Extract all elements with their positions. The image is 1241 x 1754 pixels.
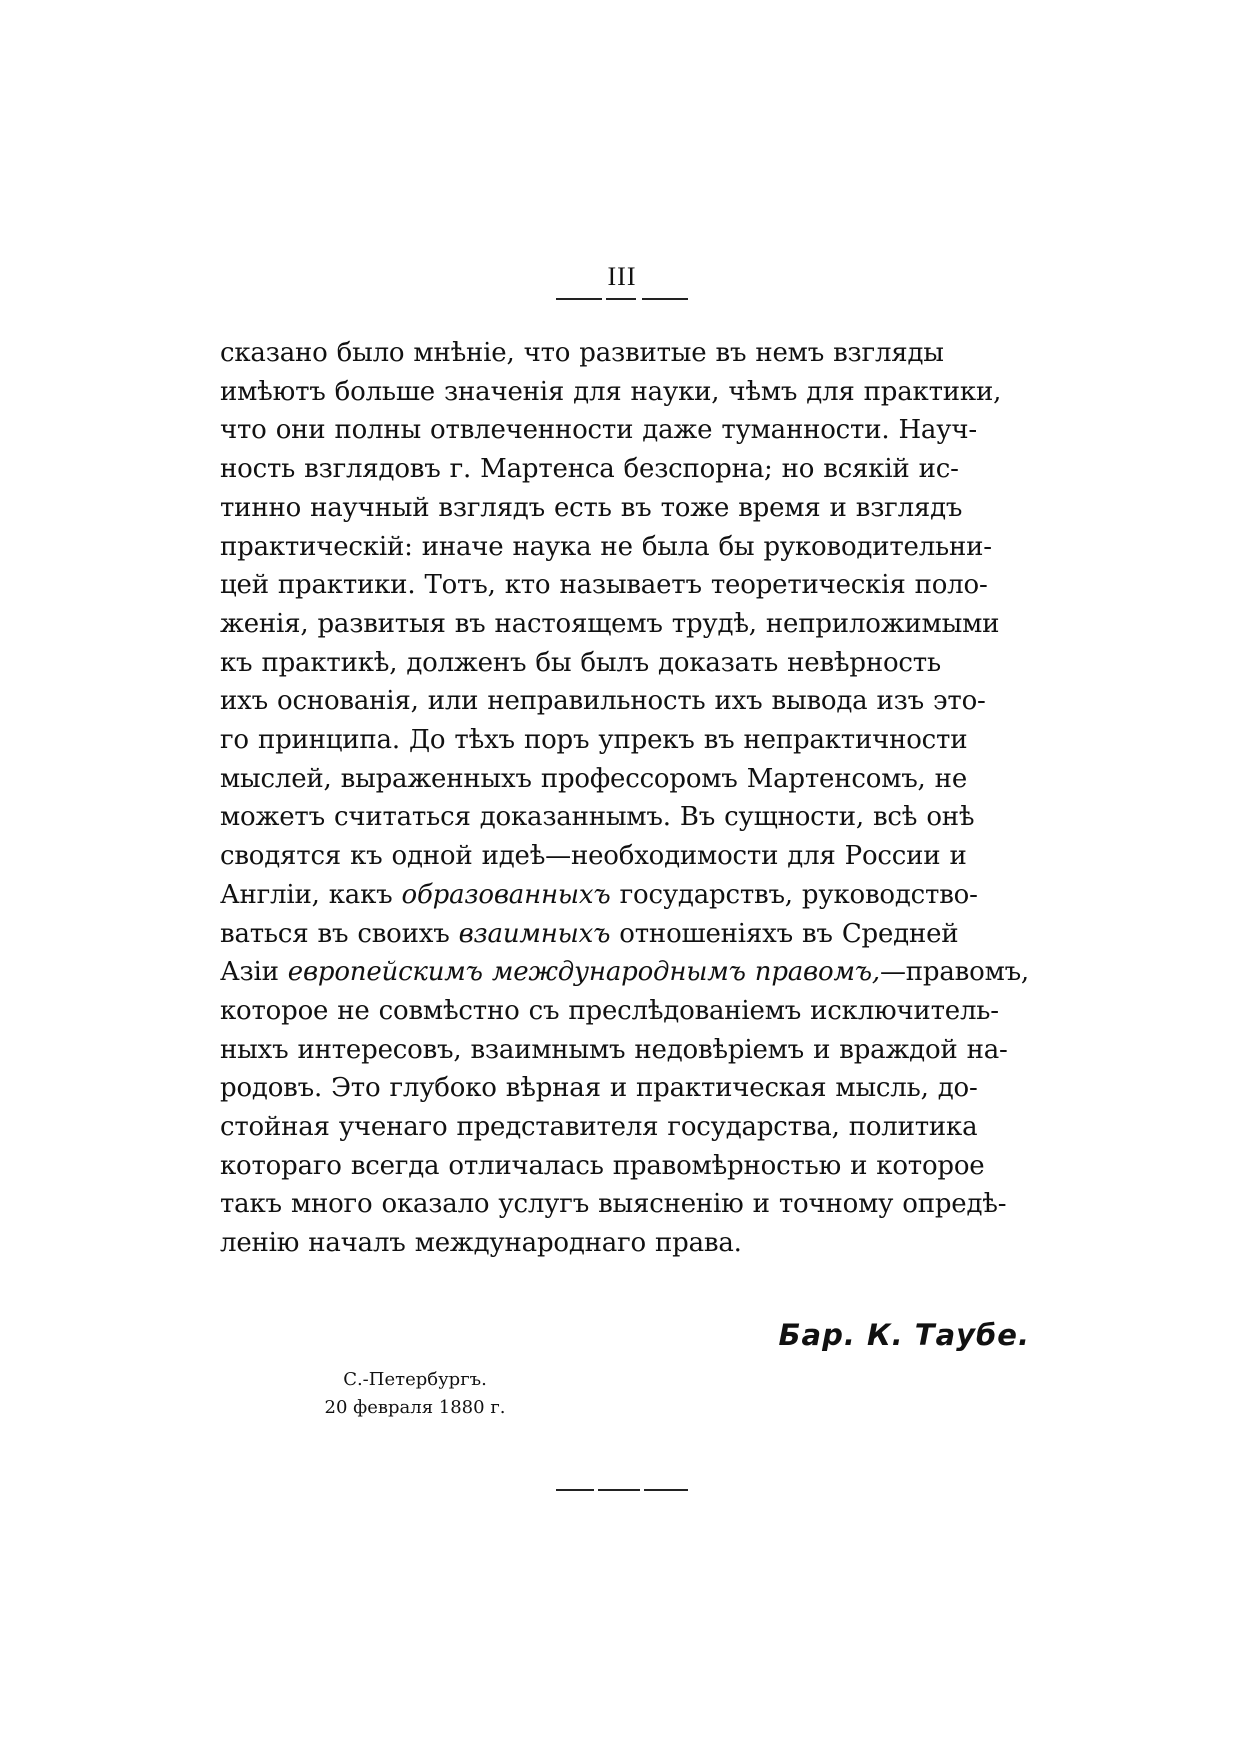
italic-phrase: образованныхъ bbox=[401, 879, 611, 910]
body-line: къ практикѣ, долженъ бы былъ доказать невѣрность bbox=[220, 647, 941, 678]
body-paragraph bbox=[220, 334, 1030, 1263]
closing-rule-segment bbox=[556, 1489, 594, 1491]
page-header bbox=[556, 264, 688, 304]
closing-rule-segment bbox=[644, 1489, 688, 1491]
body-line: которое не совмѣстно съ преслѣдованіемъ исключитель- bbox=[220, 995, 999, 1026]
body-line: ленію началъ международнаго права. bbox=[220, 1228, 742, 1259]
body-line: можетъ считаться доказаннымъ. Въ сущности, всѣ онѣ bbox=[220, 802, 975, 833]
body-line: что они полны отвлеченности даже туманности. Науч- bbox=[220, 415, 977, 446]
body-line: ныхъ интересовъ, взаимнымъ недовѣріемъ и враждой на- bbox=[220, 1034, 1008, 1065]
date-line: 20 февраля 1880 г. bbox=[324, 1397, 506, 1418]
body-line: тинно научный взглядъ есть въ тоже время и взглядъ bbox=[220, 492, 963, 523]
body-line: цей практики. Тотъ, кто называетъ теоретическія поло- bbox=[220, 570, 988, 601]
body-line: ихъ основанія, или неправильность ихъ вывода изъ это- bbox=[220, 686, 986, 717]
header-rule-left bbox=[556, 298, 602, 300]
body-line: Азіи европейскимъ международнымъ правомъ,—правомъ, bbox=[220, 957, 1029, 988]
body-line: практическій: иначе наука не была бы руководительни- bbox=[220, 531, 992, 562]
body-line: ность взглядовъ г. Мартенса безспорна; но всякій ис- bbox=[220, 454, 959, 485]
body-line: сводятся къ одной идеѣ—необходимости для России и bbox=[220, 841, 967, 872]
body-line: сказано было мнѣніе, что развитые въ немъ взгляды bbox=[220, 338, 944, 368]
header-rule-right bbox=[642, 298, 688, 300]
body-line: мыслей, выраженныхъ профессоромъ Мартенсомъ, не bbox=[220, 763, 968, 794]
body-line: стойная ученаго представителя государства, политика bbox=[220, 1112, 978, 1143]
place-date-block bbox=[300, 1366, 530, 1422]
body-line: такъ много оказало услугъ выясненію и точному опредѣ- bbox=[220, 1189, 1007, 1220]
italic-phrase: взаимныхъ bbox=[458, 918, 611, 949]
body-line: женія, развитыя въ настоящемъ трудѣ, неприложимыми bbox=[220, 608, 1000, 639]
body-line: имѣютъ больше значенія для науки, чѣмъ для практики, bbox=[220, 376, 1002, 407]
page-number: III bbox=[607, 262, 637, 291]
closing-rule bbox=[556, 1487, 688, 1493]
body-line: котораго всегда отличалась правомѣрностью и которое bbox=[220, 1150, 985, 1181]
body-line: го принципа. До тѣхъ поръ упрекъ въ непрактичности bbox=[220, 725, 968, 756]
place-line: С.-Петербургъ. bbox=[343, 1369, 487, 1390]
body-line: ваться въ своихъ взаимныхъ отношеніяхъ въ Средней bbox=[220, 918, 959, 949]
italic-phrase: европейскимъ международнымъ правомъ, bbox=[287, 957, 880, 988]
body-line: родовъ. Это глубоко вѣрная и практическая мысль, до- bbox=[220, 1073, 978, 1104]
body-line: Англіи, какъ образованныхъ государствъ, руководство- bbox=[220, 879, 978, 910]
author-signature: Бар. К. Таубе. bbox=[778, 1318, 1030, 1352]
closing-rule-segment bbox=[598, 1489, 640, 1491]
header-rule-middle bbox=[606, 298, 636, 300]
